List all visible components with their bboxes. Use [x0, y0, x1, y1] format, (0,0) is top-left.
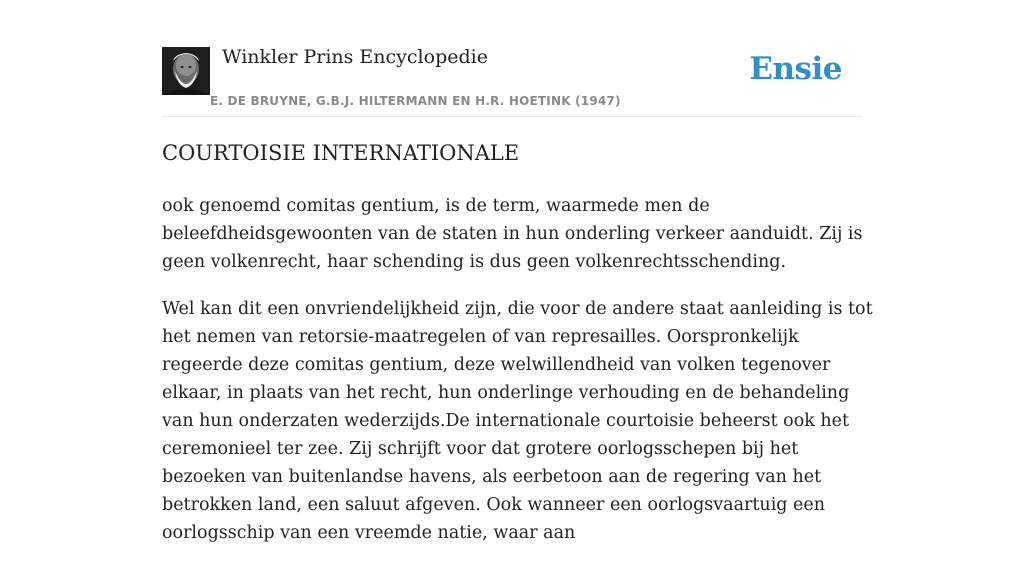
bearded-man-portrait-icon: [162, 47, 210, 95]
authors-line: E. DE BRUYNE, G.B.J. HILTERMANN EN H.R. HOETINK (1947): [210, 94, 621, 108]
article-body: [162, 192, 874, 566]
source-title[interactable]: Winkler Prins Encyclopedie: [222, 46, 488, 68]
page-header: [162, 46, 862, 117]
brand-logo[interactable]: Ensie: [749, 51, 842, 87]
article-title: COURTOISIE INTERNATIONALE: [162, 141, 520, 165]
author-avatar[interactable]: [162, 47, 210, 95]
paragraph: ook genoemd comitas gentium, is de term, waarmede men de beleefdheidsgewoonten van de staten in hun onderling verkeer aanduidt. Zij is geen volkenrecht, haar schending is dus geen volkenrechtsschending.: [162, 196, 863, 272]
paragraph: Wel kan dit een onvriendelijkheid zijn, die voor de andere staat aanleiding is tot het nemen van retorsie-maatregelen of van represailles. Oorspronkelijk regeerde deze comitas gentium, deze welwillendheid van volken tegenover elkaar, in plaats van het recht, hun onderlinge verhouding en de behandeling van hun onderzaten wederzijds.De internationale courtoisie beheerst ook het ceremonieel ter zee. Zij schrijft voor dat grotere oorlogsschepen bij het bezoeken van buitenlandse havens, als eerbetoon aan de regering van het betrokken land, een saluut afgeven. Ook wanneer een oorlogsvaartuig een oorlogsschip van een vreemde natie, waar aan: [162, 299, 873, 543]
